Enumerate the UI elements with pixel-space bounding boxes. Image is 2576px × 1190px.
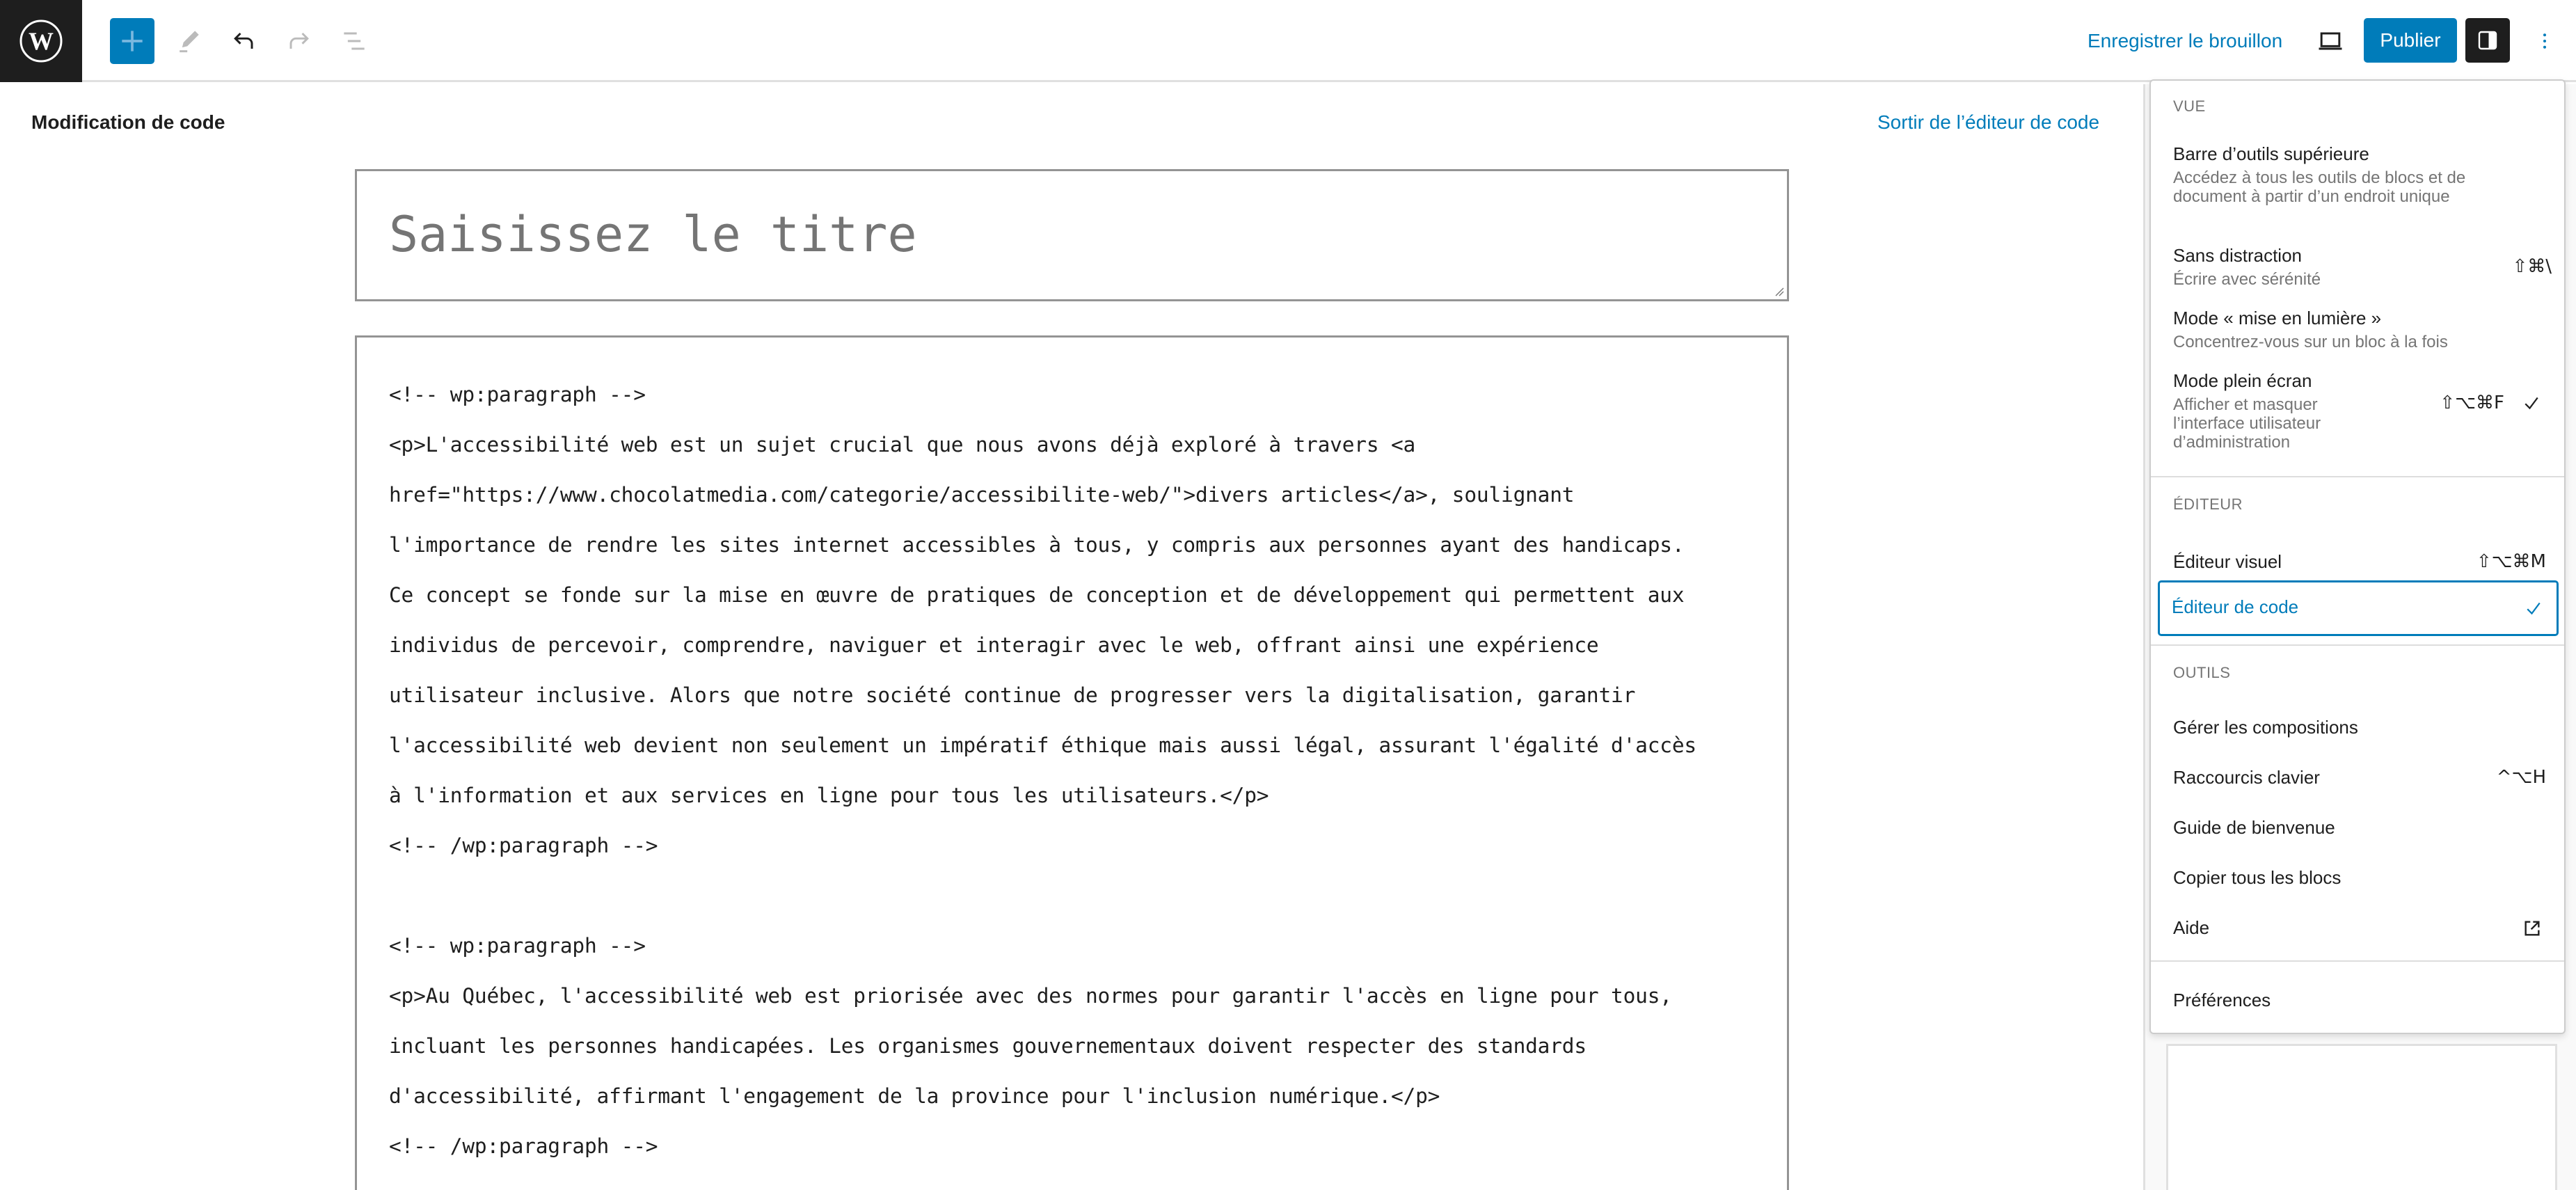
menu-item-label: Aide [2173,917,2210,938]
menu-item-label: Gérer les compositions [2173,717,2358,738]
menu-heading-tools: OUTILS [2173,664,2231,681]
code-line [389,871,1755,921]
menu-item-spotlight-mode[interactable] [2161,308,2557,356]
code-editor-title: Modification de code [31,111,225,133]
menu-item-keyboard-shortcuts[interactable] [2161,757,2557,803]
desktop-preview-icon [2315,26,2346,56]
tools-button[interactable] [171,24,206,58]
menu-item-shortcut: ⇧⌘\ [2512,256,2552,277]
checkmark-icon [2523,598,2544,619]
pencil-icon [173,26,204,56]
svg-text:W: W [29,27,54,55]
menu-item-description: Afficher et masquer l’interface utilisateur d’administration [2173,395,2321,452]
menu-item-copy-all-blocks[interactable] [2161,857,2557,903]
code-line: l'importance de rendre les sites internet accessibles à tous, y compris aux personnes ayant des handicaps. [389,533,1685,557]
menu-item-label: Éditeur visuel [2173,551,2282,572]
menu-item-distraction-free[interactable] [2161,245,2557,294]
menu-item-preferences[interactable] [2161,978,2557,1024]
menu-item-help[interactable] [2161,907,2557,953]
menu-item-shortcut: ^⌥H [2496,767,2546,788]
checkmark-icon [2521,392,2542,413]
menu-divider [2151,960,2564,962]
preview-button[interactable] [2313,25,2348,57]
more-vertical-icon [2534,25,2555,57]
resize-handle-icon[interactable] [1774,287,1784,296]
options-dropdown-menu [2149,79,2566,1034]
post-title-input[interactable] [355,169,1789,301]
sidebar-panel [2166,1044,2557,1190]
menu-heading-view: VUE [2173,97,2206,115]
menu-heading-editor: ÉDITEUR [2173,495,2243,513]
code-line: <!-- wp:paragraph --> [389,383,646,406]
menu-item-label: Barre d’outils supérieure [2173,143,2369,164]
menu-item-label: Raccourcis clavier [2173,767,2320,788]
code-line: Ce concept se fonde sur la mise en œuvre de pratiques de conception et de développement qui permettent aux [389,583,1685,607]
wordpress-logo-icon [19,19,63,63]
code-line: utilisateur inclusive. Alors que notre société continue de progresser vers la digitalisation, garantir [389,683,1636,707]
exit-code-editor-button[interactable]: Sortir de l’éditeur de code [1877,111,2100,133]
menu-item-fullscreen-mode[interactable] [2161,370,2557,454]
external-link-icon [2521,917,2543,939]
menu-item-label: Mode plein écran [2173,370,2312,391]
list-view-icon [339,26,369,56]
menu-item-shortcut: ⇧⌥⌘M [2476,551,2546,572]
menu-item-top-toolbar[interactable] [2161,143,2557,234]
code-line: <p>Au Québec, l'accessibilité web est priorisée avec des normes pour garantir l'accès en ligne pour tous, [389,984,1672,1008]
undo-button[interactable] [227,24,262,58]
menu-item-description: Écrire avec sérénité [2173,270,2321,289]
code-line: à l'information et aux services en ligne pour tous les utilisateurs.</p> [389,784,1269,807]
code-line: incluant les personnes handicapées. Les organismes gouvernementaux doivent respecter des standards [389,1034,1587,1058]
code-line: <!-- /wp:paragraph --> [389,1134,658,1158]
menu-item-description: Accédez à tous les outils de blocs et de document à partir d’un endroit unique [2173,168,2466,206]
editor-header [0,0,2576,82]
menu-divider [2151,644,2564,646]
menu-item-label: Guide de bienvenue [2173,817,2335,838]
options-menu-button[interactable] [2529,21,2561,61]
plus-icon [117,26,148,56]
wordpress-logo-button[interactable] [0,0,82,82]
menu-item-welcome-guide[interactable] [2161,807,2557,853]
code-line: <!-- /wp:paragraph --> [389,834,658,857]
post-content-code-textarea[interactable] [355,335,1789,1190]
code-line: <!-- wp:paragraph --> [389,934,646,958]
redo-icon [283,26,314,56]
sidebar-icon [2475,28,2500,53]
publish-button[interactable]: Publier [2364,18,2457,63]
menu-item-label: Éditeur de code [2172,596,2299,617]
menu-item-shortcut: ⇧⌥⌘F [2440,392,2504,413]
code-line: href="https://www.chocolatmedia.com/categorie/accessibilite-web/">divers articles</a>, soulignant [389,483,1575,507]
menu-item-label: Mode « mise en lumière » [2173,308,2382,328]
undo-icon [229,26,260,56]
menu-item-description: Concentrez-vous sur un bloc à la fois [2173,333,2448,351]
block-inserter-button[interactable] [110,18,154,64]
menu-item-label: Préférences [2173,990,2271,1010]
code-line: l'accessibilité web devient non seulement un impératif éthique mais aussi légal, assurant l'égalité d'accès [389,733,1696,757]
menu-item-label: Copier tous les blocs [2173,867,2342,888]
document-overview-button[interactable] [337,24,372,58]
menu-divider [2151,476,2564,477]
menu-item-label: Sans distraction [2173,245,2302,266]
save-draft-button[interactable]: Enregistrer le brouillon [2088,30,2283,51]
redo-button[interactable] [281,24,316,58]
code-line: individus de percevoir, comprendre, naviguer et interagir avec le web, offrant ainsi une expérience [389,633,1599,657]
code-line: d'accessibilité, affirmant l'engagement de la province pour l'inclusion numérique.</p> [389,1084,1440,1108]
title-placeholder: Saisissez le titre [389,206,917,263]
menu-item-code-editor[interactable] [2158,580,2559,636]
code-line: <p>L'accessibilité web est un sujet crucial que nous avons déjà exploré à travers <a [389,433,1416,457]
menu-item-manage-patterns[interactable] [2161,707,2557,753]
settings-toggle-button[interactable] [2465,18,2510,63]
